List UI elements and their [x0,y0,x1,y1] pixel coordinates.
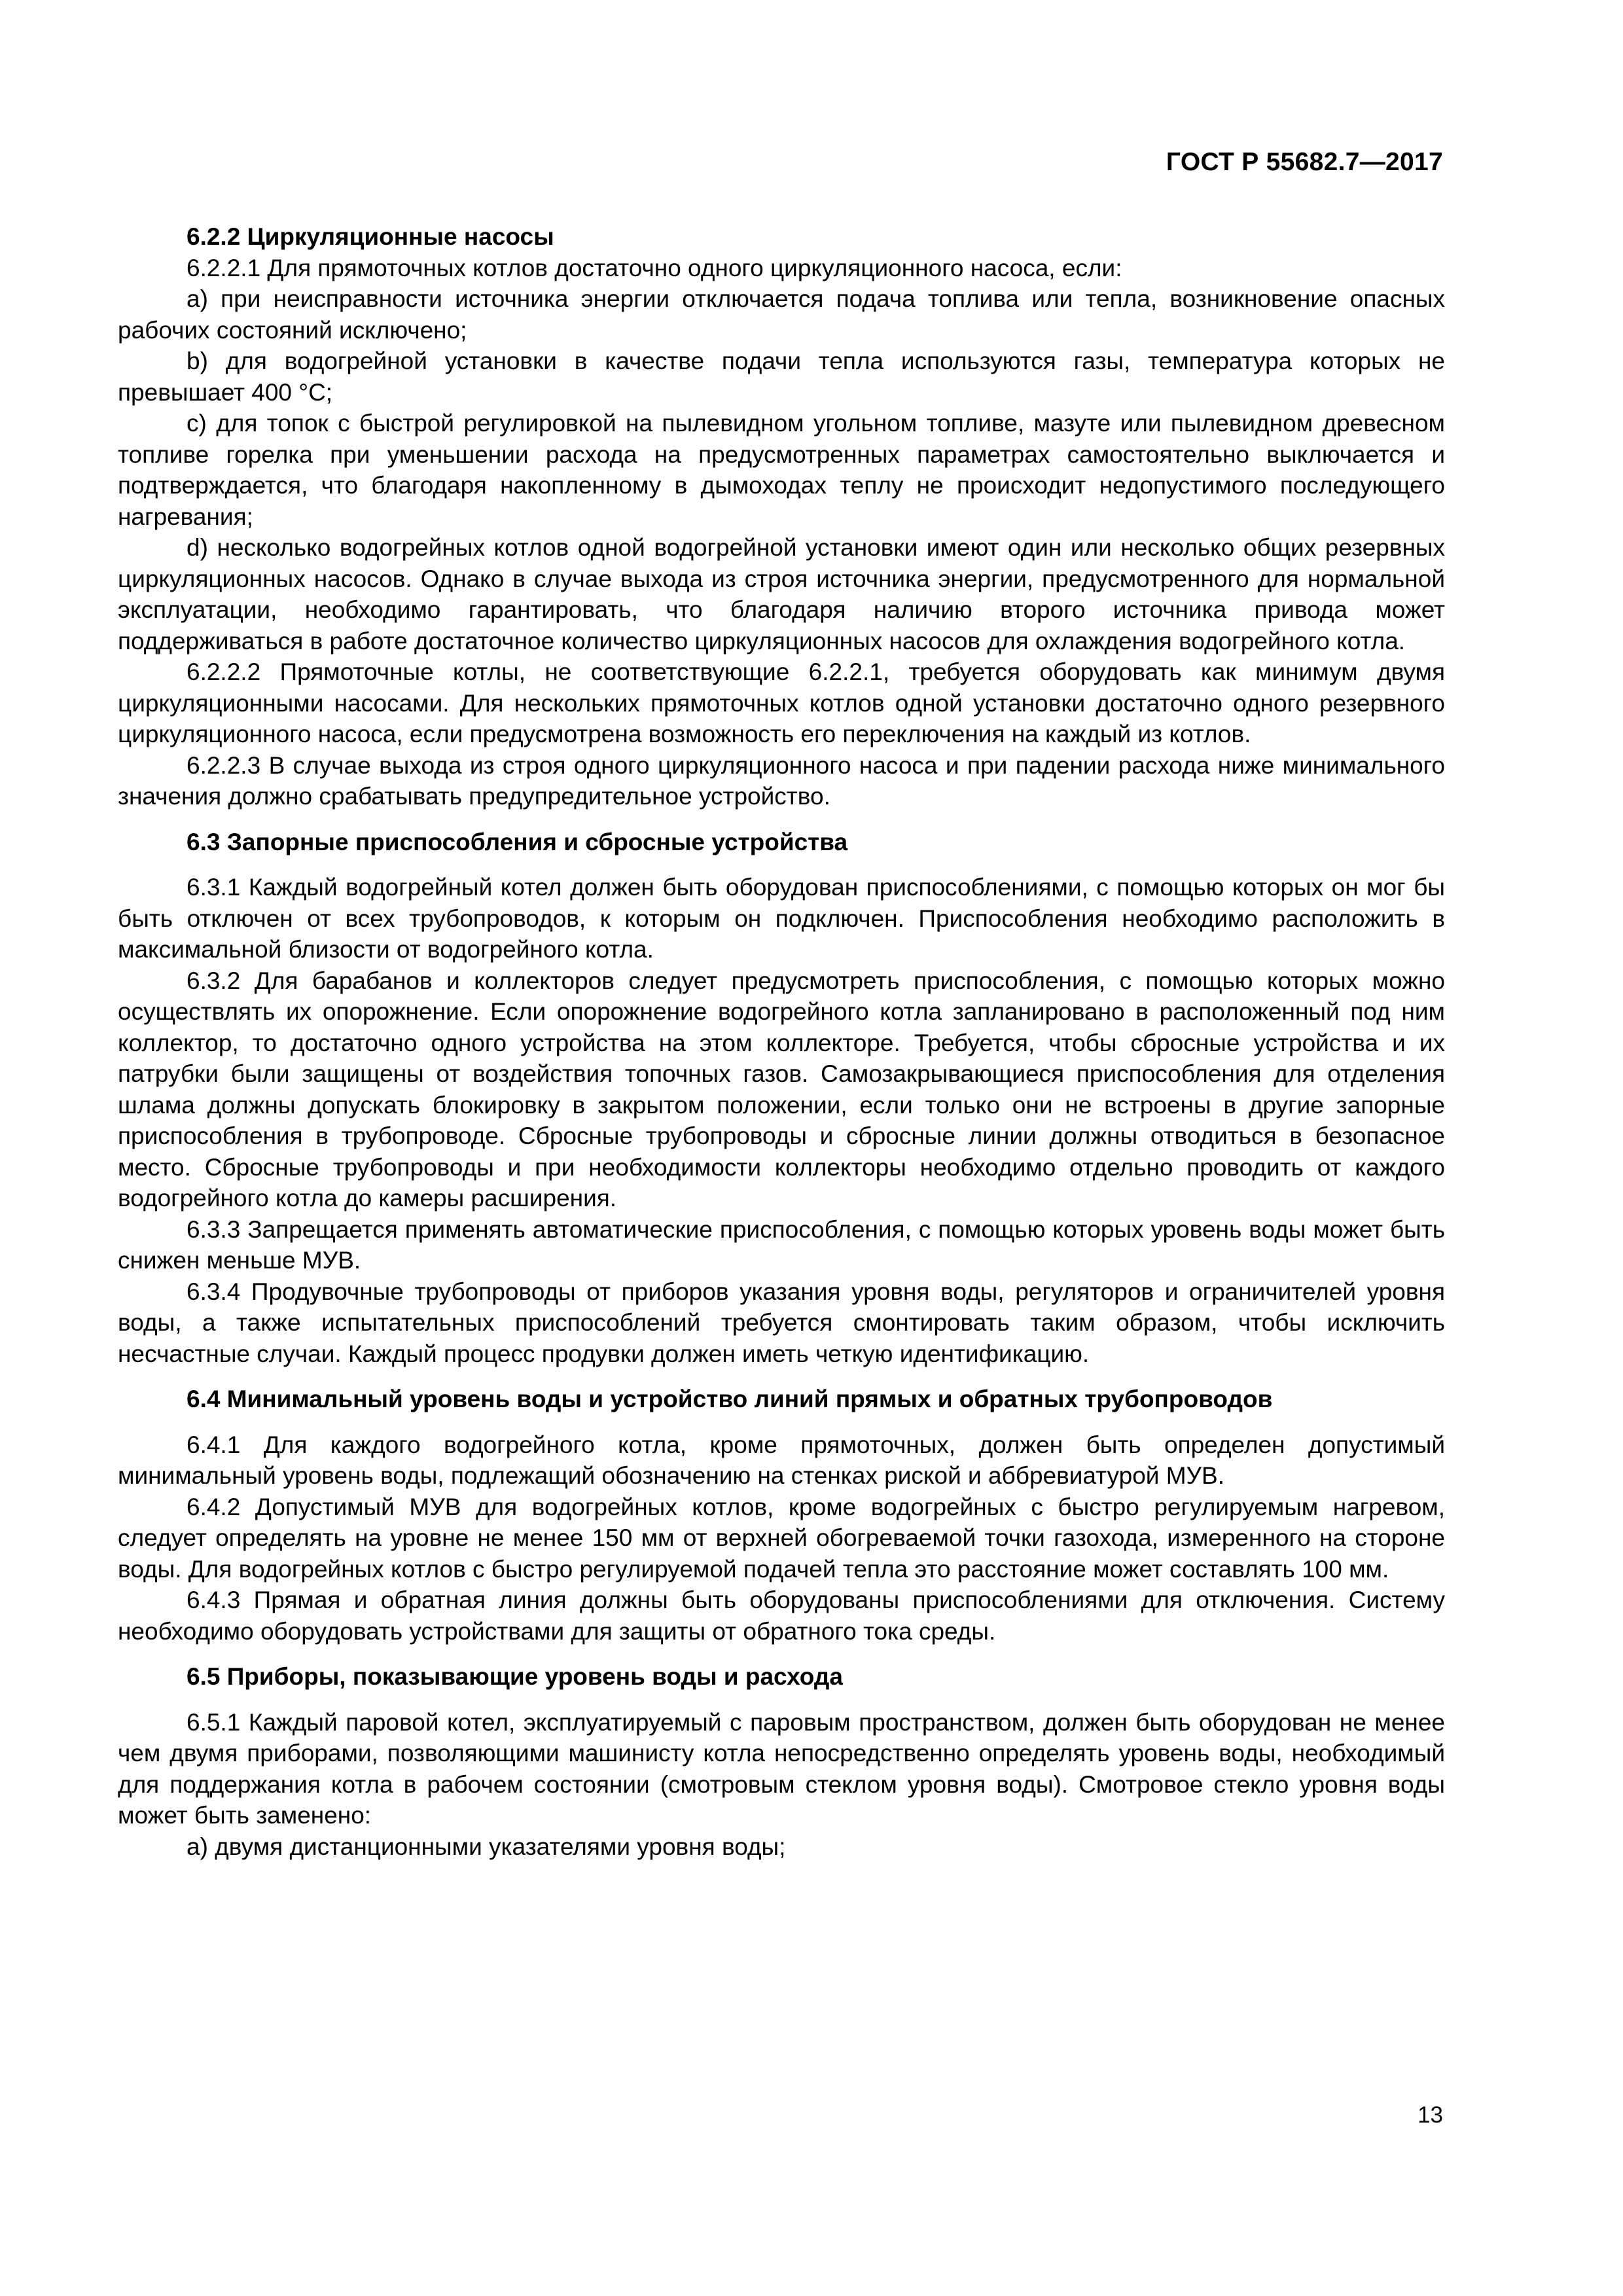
paragraph-6-3-2: 6.3.2 Для барабанов и коллекторов следует предусмотреть приспособления, с помощью которых можно осуществлять их опорожнение. Если опорожнение водогрейного котла запланировано в расположенный под ним коллектор, то достаточно одного устройства на этом коллекторе. Требуется, чтобы сбросные устройства и их патрубки были защищены от воздействия топочных газов. Самозакрывающиеся приспособления для отделения шлама должны допускать блокировку в закрытом положении, если только они не встроены в другие запорные приспособления в трубопроводе. Сбросные трубопроводы и сбросные линии должны отводиться в безопасное место. Сбросные трубопроводы и при необходимости коллекторы необходимо отдельно проводить от каждого водогрейного котла до камеры расширения. [118,967,1445,1211]
page-number: 13 [1418,2102,1443,2128]
list-item-6-5-1-a: a) двумя дистанционными указателями уровня воды; [187,1833,786,1860]
list-item-6-2-2-1-c: c) для топок с быстрой регулировкой на пылевидном угольном топливе, мазуте или пылевидном древесном топливе горелка при уменьшении расхода на предусмотренных параметрах самостоятельно выключается и подтверждается, что благодаря накопленному в дымоходах теплу не происходит недопустимого последующего нагревания; [118,410,1445,530]
list-item-6-2-2-1-a: a) при неисправности источника энергии отключается подача топлива или тепла, возникновение опасных рабочих состояний исключено; [118,285,1445,344]
paragraph-6-3-3: 6.3.3 Запрещается применять автоматические приспособления, с помощью которых уровень воды может быть снижен меньше МУВ. [118,1215,1445,1274]
section-heading-6-5: 6.5 Приборы, показывающие уровень воды и расхода [187,1663,843,1690]
section-heading-6-2-2: 6.2.2 Циркуляционные насосы [187,223,554,250]
paragraph-6-4-3: 6.4.3 Прямая и обратная линия должны быть оборудованы приспособлениями для отключения. Систему необходимо оборудовать устройствами для защиты от обратного тока среды. [118,1587,1445,1645]
section-heading-6-3: 6.3 Запорные приспособления и сбросные устройства [187,828,848,855]
list-item-6-2-2-1-b: b) для водогрейной установки в качестве подачи тепла используются газы, температура которых не превышает 400 °С; [118,348,1445,406]
paragraph-6-3-4: 6.3.4 Продувочные трубопроводы от приборов указания уровня воды, регуляторов и ограничителей уровня воды, а также испытательных приспособлений требуется смонтировать таким образом, чтобы исключить несчастные случаи. Каждый процесс продувки должен иметь четкую идентификацию. [118,1278,1445,1367]
document-body [118,221,1445,1862]
paragraph-6-2-2-1: 6.2.2.1 Для прямоточных котлов достаточно одного циркуляционного насоса, если: [187,254,1122,281]
paragraph-6-2-2-3: 6.2.2.3 В случае выхода из строя одного циркуляционного насоса и при падении расхода ниже минимального значения должно срабатывать предупредительное устройство. [118,751,1445,810]
document-number-header: ГОСТ Р 55682.7—2017 [1166,148,1443,176]
paragraph-6-4-1: 6.4.1 Для каждого водогрейного котла, кроме прямоточных, должен быть определен допустимый минимальный уровень воды, подлежащий обозначению на стенках риской и аббревиатурой МУВ. [118,1431,1445,1489]
paragraph-6-4-2: 6.4.2 Допустимый МУВ для водогрейных котлов, кроме водогрейных с быстро регулируемым нагревом, следует определять на уровне не менее 150 мм от верхней обогреваемой точки газохода, измеренного на стороне воды. Для водогрейных котлов с быстро регулируемой подачей тепла это расстояние может составлять 100 мм. [118,1493,1445,1583]
paragraph-6-2-2-2: 6.2.2.2 Прямоточные котлы, не соответствующие 6.2.2.1, требуется оборудовать как минимум двумя циркуляционными насосами. Для нескольких прямоточных котлов одной установки достаточно одного резервного циркуляционного насоса, если предусмотрена возможность его переключения на каждый из котлов. [118,658,1445,747]
list-item-6-2-2-1-d: d) несколько водогрейных котлов одной водогрейной установки имеют один или несколько общих резервных циркуляционных насосов. Однако в случае выхода из строя источника энергии, предусмотренного для нормальной эксплуатации, необходимо гарантировать, что благодаря наличию второго источника привода может поддерживаться в работе достаточное количество циркуляционных насосов для охлаждения водогрейного котла. [118,534,1445,655]
paragraph-6-5-1: 6.5.1 Каждый паровой котел, эксплуатируемый с паровым пространством, должен быть оборудован не менее чем двумя приборами, позволяющими машинисту котла непосредственно определять уровень воды, необходимый для поддержания котла в рабочем состоянии (смотровым стеклом уровня воды). Смотровое стекло уровня воды может быть заменено: [118,1708,1445,1829]
paragraph-6-3-1: 6.3.1 Каждый водогрейный котел должен быть оборудован приспособлениями, с помощью которых он мог бы быть отключен от всех трубопроводов, к которым он подключен. Приспособления необходимо расположить в максимальной близости от водогрейного котла. [118,874,1445,963]
section-heading-6-4: 6.4 Минимальный уровень воды и устройство линий прямых и обратных трубопроводов [187,1386,1273,1412]
